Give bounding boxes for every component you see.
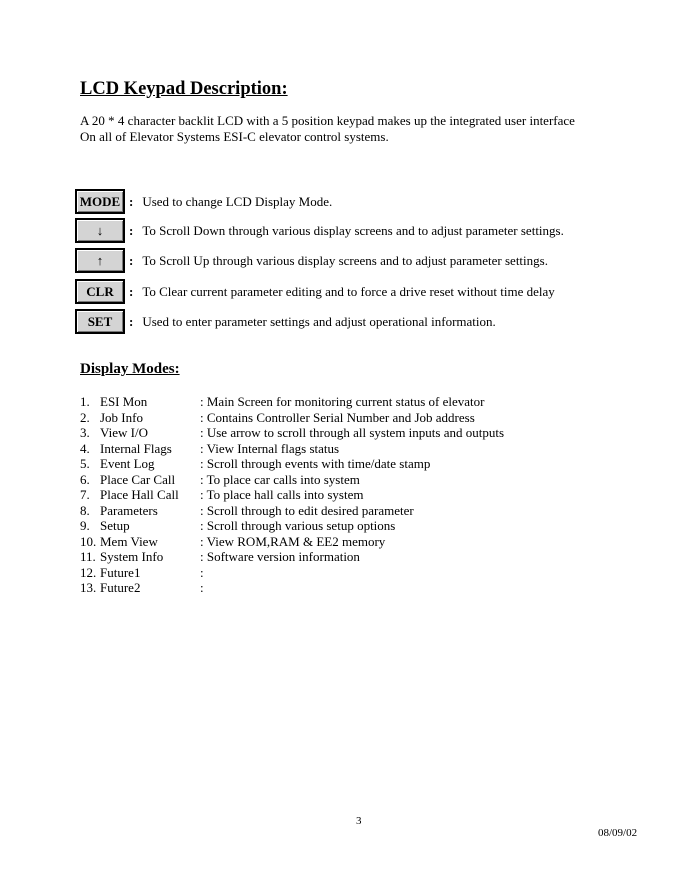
intro-line: On all of Elevator Systems ESI-C elevator control systems. — [80, 128, 389, 144]
item-number: 7. — [80, 487, 90, 502]
key-row-down — [75, 217, 564, 244]
key-row-set — [75, 308, 496, 335]
mode-description: : Main Screen for monitoring current status of elevator — [200, 394, 485, 409]
item-number: 1. — [80, 394, 90, 409]
key-colon: : — [129, 313, 134, 329]
key-colon: : — [129, 222, 134, 238]
key-colon: : — [129, 252, 134, 268]
display-modes-heading: Display Modes: — [80, 361, 180, 377]
page-title: LCD Keypad Description: — [80, 79, 288, 99]
key-description: To Clear current parameter editing and to force a drive reset without time delay — [142, 283, 555, 299]
item-number: 13. — [80, 580, 97, 595]
mode-name: View I/O — [100, 425, 148, 440]
mode-description: : Scroll through various setup options — [200, 518, 396, 533]
item-number: 8. — [80, 502, 90, 518]
mode-name: Event Log — [100, 456, 155, 471]
mode-name: Setup — [100, 518, 130, 533]
mode-name: Job Info — [100, 409, 143, 425]
mode-description: : Scroll through to edit desired parameter — [200, 502, 414, 518]
item-number: 4. — [80, 440, 90, 456]
mode-name: ESI Mon — [100, 394, 148, 409]
mode-name: Future2 — [100, 580, 141, 595]
key-row-mode — [75, 188, 332, 215]
mode-description: : Software version information — [200, 549, 360, 564]
key-row-up — [75, 247, 548, 274]
mode-name: Parameters — [100, 502, 158, 518]
clr-key: CLR — [75, 279, 125, 304]
mode-description: : Scroll through events with time/date stamp — [200, 456, 431, 471]
mode-description: : — [200, 580, 204, 595]
mode-name: Mem View — [100, 533, 158, 549]
mode-description: : To place hall calls into system — [200, 487, 364, 502]
mode-name: Place Car Call — [100, 471, 176, 487]
mode-description: : To place car calls into system — [200, 471, 360, 487]
up-arrow-key: ↑ — [75, 248, 125, 273]
mode-name: Future1 — [100, 564, 141, 580]
page-number: 3 — [356, 815, 362, 827]
mode-name: System Info — [100, 549, 164, 564]
item-number: 5. — [80, 456, 90, 471]
item-number: 12. — [80, 564, 97, 580]
mode-name: Place Hall Call — [100, 487, 179, 502]
item-number: 9. — [80, 518, 90, 533]
mode-name: Internal Flags — [100, 440, 172, 456]
item-number: 3. — [80, 425, 90, 440]
key-colon: : — [129, 283, 134, 299]
key-colon: : — [129, 193, 134, 209]
mode-description: : Contains Controller Serial Number and Job address — [200, 409, 475, 425]
down-arrow-key: ↓ — [75, 218, 125, 243]
mode-description: : — [200, 564, 204, 580]
mode-description: : Use arrow to scroll through all system inputs and outputs — [200, 425, 505, 440]
mode-description: : View Internal flags status — [200, 440, 340, 456]
key-description: To Scroll Down through various display screens and to adjust parameter settings. — [142, 222, 564, 238]
item-number: 6. — [80, 471, 90, 487]
document-date: 08/09/02 — [598, 827, 638, 839]
item-number: 10. — [80, 533, 97, 549]
key-row-clr — [75, 278, 555, 305]
item-number: 11. — [80, 549, 96, 564]
key-description: Used to change LCD Display Mode. — [142, 193, 333, 209]
set-key: SET — [75, 309, 125, 334]
mode-description: : View ROM,RAM & EE2 memory — [200, 533, 386, 549]
intro-paragraph — [80, 113, 575, 144]
mode-key: MODE — [75, 189, 125, 214]
item-number: 2. — [80, 409, 90, 425]
key-description: Used to enter parameter settings and adjust operational information. — [142, 313, 496, 329]
key-description: To Scroll Up through various display screens and to adjust parameter settings. — [142, 252, 548, 268]
intro-line: A 20 * 4 character backlit LCD with a 5 position keypad makes up the integrated user interface — [80, 113, 575, 128]
